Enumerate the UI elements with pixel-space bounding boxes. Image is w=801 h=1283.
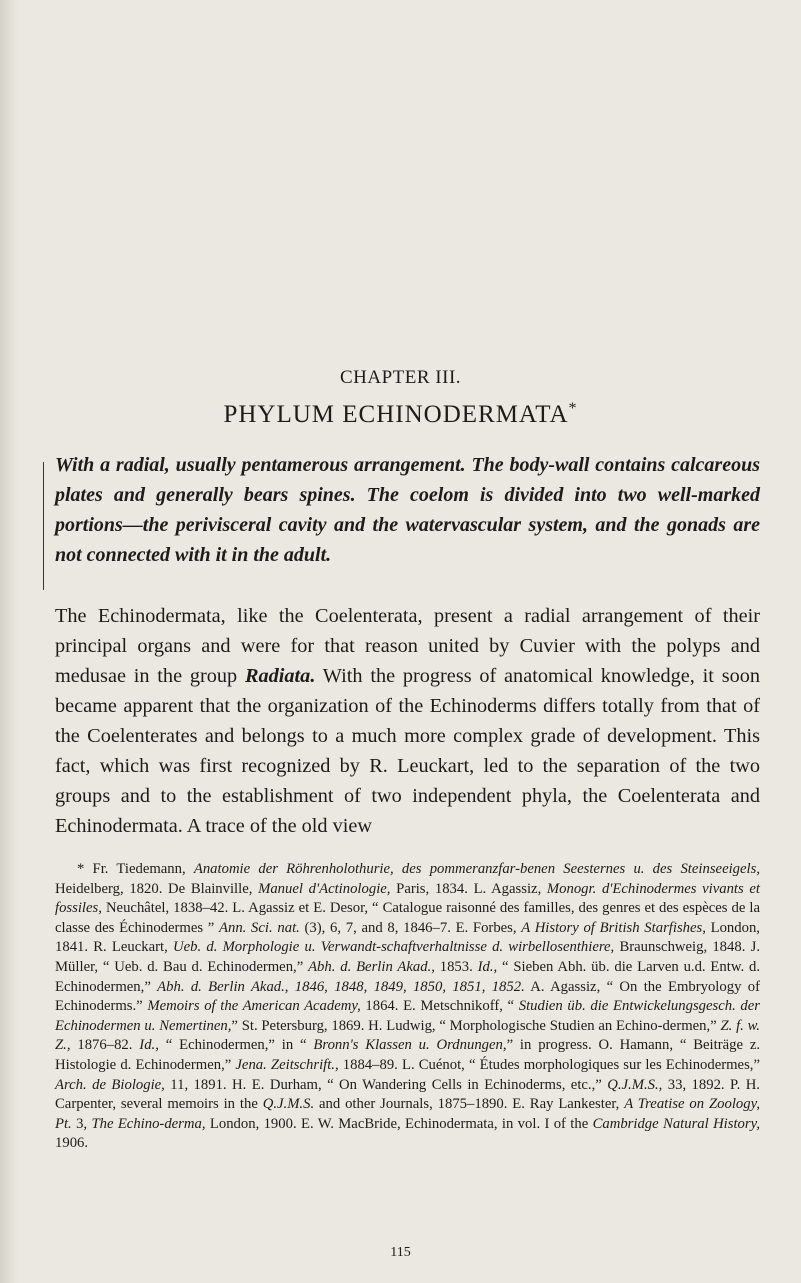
footnote-segment: London, 1900. E. W. MacBride, Echinodermata, in vol. I of the: [205, 1115, 593, 1132]
body-text-part2: With the progress of anatomical knowledge, it soon became apparent that the organization of the Echinoderms differs totally from that of the Coelenterates and belongs to a much more complex grade of development. This fact, which was first recognized by R. Leuckart, led to the separation of the two groups and to the establishment of two independent phyla, the Coelenterata and Echinodermata. A trace of the old view: [55, 665, 761, 837]
summary-paragraph: With a radial, usually pentamerous arrangement. The body-wall contains calcareous plates and generally bears spines. The coelom is divided into two well-marked portions—the perivisceral cavity and the watervascular system, and the gonads are not connected with it in the adult.: [55, 454, 760, 566]
footnote-segment: The Echino-derma,: [91, 1115, 206, 1132]
footnote-segment: Id.,: [139, 1037, 159, 1054]
footnote-segment: Manuel d'Actinologie,: [258, 880, 391, 897]
footnote-segment: (3), 6, 7, and 8, 1846–7. E. Forbes,: [299, 919, 522, 936]
footnote-segment: Bronn's Klassen u. Ordnungen,: [313, 1037, 507, 1054]
footnote-segment: Memoirs of the American Academy,: [147, 998, 361, 1015]
margin-line: [43, 462, 45, 590]
footnote-segment: Paris, 1834. L. Agassiz,: [390, 880, 547, 897]
footnote-segment: Ann. Sci. nat.: [219, 919, 300, 936]
footnote-segment: “ Sieben Abh. üb. die Larven u.d. Entw. d. Echinodermen,”: [55, 958, 760, 995]
body-text-part1: The Echinodermata, like the Coelenterata, present a radial arrangement of their principal organs and were for that reason united by Cuvier with the polyps and medusae in the group: [55, 605, 760, 687]
page-title: [0, 400, 801, 429]
footnote-segment: and other Journals, 1875–1890. E. Ray Lankester,: [314, 1096, 625, 1113]
footnote-segment: A. Agassiz, “ On the Embryology of Echinoderms.”: [55, 978, 760, 1015]
footnote-segment: 1876–82.: [70, 1037, 140, 1054]
footnote-segment: A History of British Starfishes,: [521, 919, 706, 936]
footnote-segment: 1906.: [55, 1135, 89, 1152]
footnote-segment: Studien üb. die Entwickelungsgesch. der Echinodermen u. Nemertinen,: [55, 998, 760, 1034]
body-paragraph: [55, 601, 760, 841]
footnote-segment: Abh. d. Berlin Akad., 1846, 1848, 1849, 1850, 1851, 1852.: [157, 978, 525, 995]
footnote-segment: Q.J.M.S.: [262, 1096, 315, 1113]
footnote-segment: Braunschweig, 1848. J. Müller, “ Ueb. d. Bau d. Echinodermen,”: [55, 939, 760, 975]
footnote-segment: A Treatise on Zoology, Pt.: [55, 1096, 760, 1132]
footnote: [55, 860, 760, 1154]
footnote-segment: * Fr. Tiedemann,: [77, 861, 194, 877]
footnote-segment: 11, 1891. H. E. Durham, “ On Wandering Cells in Echinoderms, etc.,”: [164, 1076, 608, 1093]
footnote-segment: Jena. Zeitschrift.,: [235, 1056, 339, 1073]
footnote-segment: 3,: [71, 1115, 92, 1132]
binding-shadow: [0, 0, 18, 1283]
footnote-segment: 33, 1892. P. H. Carpenter, several memoirs in the: [55, 1076, 760, 1113]
footnote-segment: Heidelberg, 1820. De Blainville,: [55, 880, 259, 897]
footnote-segment: London, 1841. R. Leuckart,: [55, 919, 760, 956]
footnote-segment: ” St. Petersburg, 1869. H. Ludwig, “ Morphologische Studien an Echino-dermen,”: [231, 1017, 721, 1034]
page-number: 115: [390, 1245, 411, 1260]
radiata-term: Radiata.: [244, 665, 316, 687]
footnote-segment: Abh. d. Berlin Akad.,: [308, 958, 435, 975]
footnote-segment: 1864. E. Metschnikoff, “: [360, 998, 519, 1015]
chapter-heading: CHAPTER III.: [339, 367, 462, 388]
footnote-segment: Neuchâtel, 1838–42. L. Agassiz et E. Desor, “ Catalogue raisonné des familles, des genres et des espèces de la classe des Échinodermes ”: [55, 900, 760, 936]
footnote-segment: Q.J.M.S.,: [607, 1076, 663, 1093]
footnote-segment: 1884–89. L. Cuénot, “ Études morphologiques sur les Echinodermes,”: [338, 1056, 760, 1073]
footnote-segment: ” in progress. O. Hamann, “ Beiträge z. Histologie d. Echinodermen,”: [55, 1037, 761, 1073]
footnote-marker: *: [568, 400, 578, 417]
footnote-segment: 1853.: [434, 958, 478, 975]
footnote-segment: Id.,: [477, 958, 498, 975]
title-text: PHYLUM ECHINODERMATA: [223, 401, 569, 428]
footnote-segment: Monogr. d'Echinodermes vivants et fossiles,: [55, 880, 760, 917]
footnote-segment: “ Echinodermen,” in “: [158, 1037, 314, 1054]
footnote-segment: Cambridge Natural History,: [592, 1115, 760, 1132]
footnote-segment: Anatomie der Röhrenholothurie, des pommeranzfar-benen Seesternes u. des Steinseeigels,: [193, 861, 761, 877]
footnote-segment: Z. f. w. Z.,: [55, 1017, 760, 1054]
footnote-segment: Arch. de Biologie,: [55, 1076, 165, 1093]
footnote-segment: Ueb. d. Morphologie u. Verwandt-schaftverhaltnisse d. wirbellosenthiere,: [173, 939, 615, 956]
